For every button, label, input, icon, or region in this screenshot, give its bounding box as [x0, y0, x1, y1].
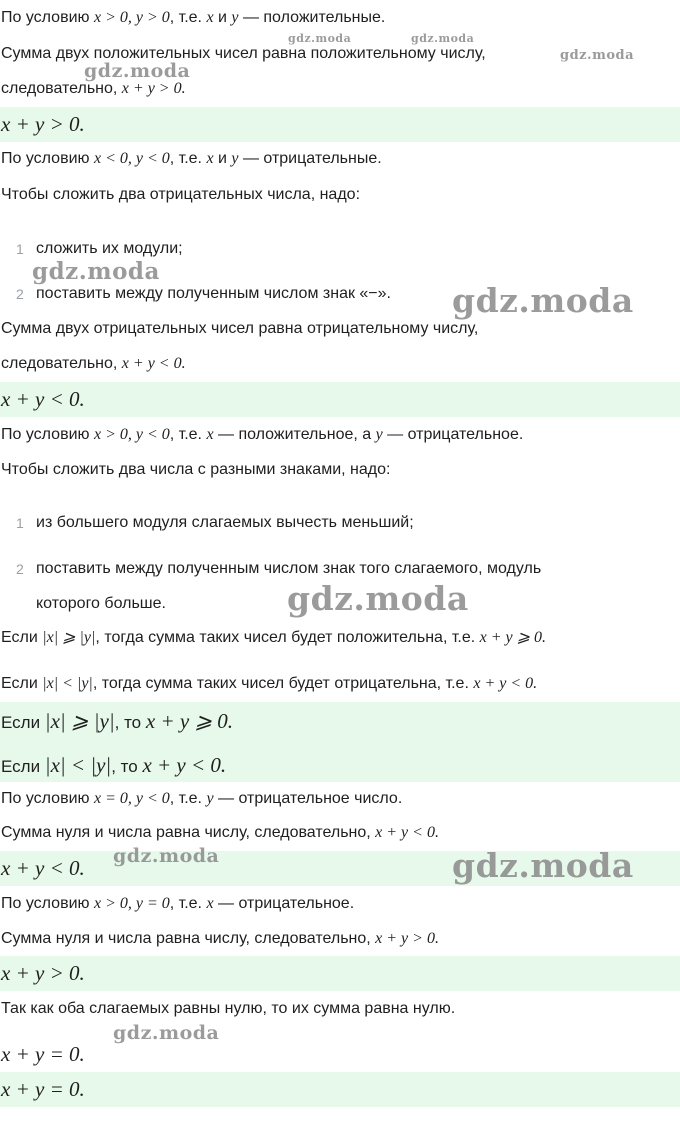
watermark: gdz.moda: [113, 845, 220, 867]
math-line: x + y = 0.: [1, 1042, 85, 1066]
text-line: Так как оба слагаемых равны нулю, то их сумма равна нулю.: [1, 1000, 456, 1017]
watermark: gdz.moda: [287, 579, 469, 618]
answer-box: x + y > 0.: [0, 107, 680, 142]
answer-box: Если |x| ⩾ |y|, то x + y ⩾ 0.: [0, 702, 680, 748]
text-line: Сумма двух положительных чисел равна положительному числу,: [1, 45, 486, 62]
text-line: По условию x > 0, y < 0, т.е. x — положительное, а y — отрицательное.: [1, 426, 524, 443]
text-line: следовательно, x + y > 0.: [1, 80, 186, 97]
answer-box: x + y < 0.: [0, 851, 680, 886]
text-line: Сумма нуля и числа равна числу, следовательно, x + y > 0.: [1, 930, 439, 947]
watermark: gdz.moda: [32, 258, 160, 285]
watermark: gdz.moda: [560, 48, 635, 63]
text-line: следовательно, x + y < 0.: [1, 355, 186, 372]
text-line: Если |x| < |y|, тогда сумма таких чисел будет отрицательна, т.е. x + y < 0.: [1, 675, 538, 692]
text-line: По условию x < 0, y < 0, т.е. x и y — отрицательные.: [1, 150, 382, 167]
watermark: gdz.moda: [452, 846, 634, 885]
text-line: Чтобы сложить два числа с разными знаками, надо:: [1, 461, 391, 478]
watermark: gdz.moda: [411, 32, 475, 45]
watermark: gdz.moda: [288, 32, 352, 45]
answer-box: x + y = 0.: [0, 1072, 680, 1107]
text-line: Сумма нуля и числа равна числу, следовательно, x + y < 0.: [1, 824, 439, 841]
text-line: Сумма двух отрицательных чисел равна отрицательному числу,: [1, 320, 479, 337]
text-line: По условию x > 0, y = 0, т.е. x — отрицательное.: [1, 895, 355, 912]
text-line: По условию x = 0, y < 0, т.е. y — отрицательное число.: [1, 790, 403, 807]
watermark: gdz.moda: [452, 281, 634, 320]
watermark: gdz.moda: [113, 1022, 220, 1044]
watermark: gdz.moda: [84, 60, 191, 82]
text-line: Если |x| ⩾ |y|, тогда сумма таких чисел будет положительна, т.е. x + y ⩾ 0.: [1, 629, 547, 646]
answer-box: x + y > 0.: [0, 956, 680, 991]
answer-box: Если |x| < |y|, то x + y < 0.: [0, 748, 680, 782]
text-line: Чтобы сложить два отрицательных числа, надо:: [1, 186, 361, 203]
text-line: По условию x > 0, y > 0, т.е. x и y — положительные.: [1, 9, 386, 26]
answer-box: x + y < 0.: [0, 382, 680, 417]
